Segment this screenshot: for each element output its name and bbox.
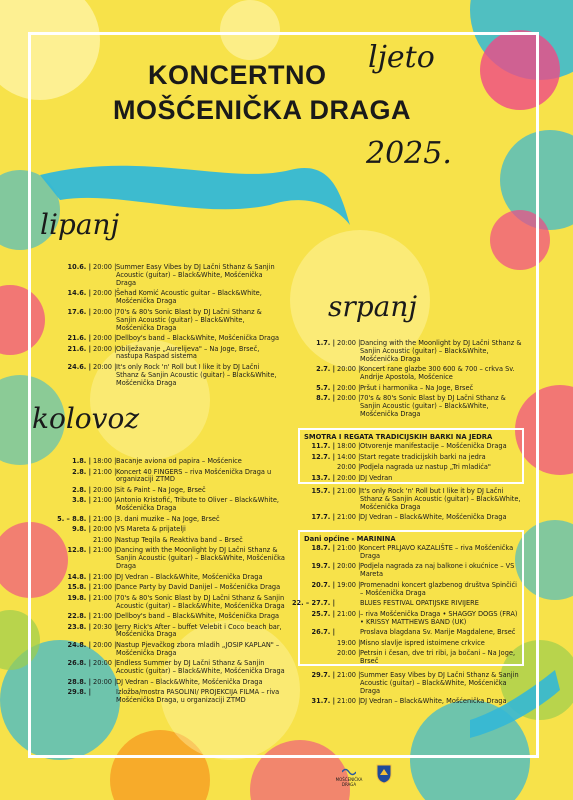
event-text: Promenadni koncert glazbenog društva Spinčići – Mošćenička Draga bbox=[360, 580, 518, 597]
event-date: 2.8. | bbox=[72, 485, 91, 494]
event-text: 70's & 80's Sonic Blast by DJ Lačni Sthanz & Sanjin Acoustic (guitar) – Black&White, Mošćenička Draga bbox=[116, 307, 262, 332]
event-time: 20:00 | bbox=[93, 334, 117, 343]
event-time: 21:00 | bbox=[337, 487, 361, 495]
event-time: 18:00 | bbox=[337, 442, 361, 450]
event-time: 21:00 | bbox=[337, 697, 361, 706]
event-row bbox=[286, 600, 518, 608]
event-date: 26.8. | bbox=[67, 659, 91, 668]
event-time: 19:00 | bbox=[337, 580, 361, 589]
event-time bbox=[93, 689, 116, 705]
event-date: 1.7. | bbox=[316, 339, 335, 347]
event-row bbox=[42, 335, 280, 343]
event-text: Summer Easy Vibes by DJ Lačni Sthanz & Sanjin Acoustic (guitar) – Black&White, Mošćenička Draga bbox=[116, 263, 275, 287]
event-text: Podjela nagrada za naj balkone i okućnice – VS Mareta bbox=[360, 562, 515, 579]
event-text: Šehad Komić Acoustic guitar – Black&White, Mošćenička Draga bbox=[116, 289, 262, 306]
event-time: 20:00 | bbox=[93, 525, 117, 534]
event-time: 20:00 | bbox=[93, 677, 117, 686]
event-date: 19.7. | bbox=[311, 562, 335, 571]
event-date: 22.8. | bbox=[67, 612, 91, 621]
title-line-1: KONCERTNO bbox=[148, 60, 327, 90]
event-date: 5.7. | bbox=[316, 383, 335, 392]
event-time: 20:00 | bbox=[337, 383, 361, 392]
event-text: Sit & Paint – Na Joge, Brseč bbox=[116, 485, 206, 494]
event-row bbox=[286, 443, 518, 451]
event-time: 20:00 | bbox=[93, 344, 117, 353]
event-date: 12.7. | bbox=[311, 452, 335, 461]
event-row bbox=[286, 340, 526, 364]
event-text: Dellboy's band – Black&White, Mošćenička Draga bbox=[116, 612, 280, 621]
event-time: 21:00 | bbox=[337, 609, 361, 618]
event-date: 29.8. | bbox=[67, 688, 91, 697]
event-date bbox=[286, 650, 337, 666]
event-date: 15.8. | bbox=[67, 583, 91, 592]
event-date: 31.7. | bbox=[311, 697, 335, 706]
event-text: Nastup Pjevačkog zbora mladih „JOSIP KAPLAN" – Mošćenička Draga bbox=[116, 640, 280, 657]
event-date: 14.6. | bbox=[67, 289, 91, 298]
event-time: 20:00 | bbox=[93, 307, 117, 316]
event-row bbox=[42, 264, 280, 288]
event-row bbox=[42, 642, 286, 658]
month-heading-lipanj: lipanj bbox=[40, 208, 120, 241]
event-date: 20.7. | bbox=[311, 580, 335, 589]
event-text: Summer Easy Vibes by DJ Lačni Sthanz & Sanjin Acoustic (guitar) – Black&White, Mošćenička Draga bbox=[360, 671, 519, 695]
title-script-ljeto: ljeto bbox=[368, 40, 435, 75]
event-row bbox=[286, 395, 526, 419]
srpanj-event-list-2 bbox=[286, 488, 526, 525]
dani-opcine-box bbox=[291, 530, 524, 666]
event-time bbox=[337, 600, 360, 608]
event-time: 20:00 | bbox=[337, 339, 361, 347]
event-date: 25.7. | bbox=[311, 609, 335, 618]
event-row bbox=[42, 364, 280, 388]
event-time: 20:00 | bbox=[337, 365, 361, 374]
event-time: 21:00 | bbox=[93, 612, 117, 621]
event-row bbox=[42, 679, 286, 687]
event-date: 9.8. | bbox=[72, 525, 91, 534]
event-row bbox=[286, 650, 518, 666]
event-date: 12.8. | bbox=[67, 546, 91, 555]
event-text: Start regate tradicijskih barki na jedra bbox=[360, 452, 486, 461]
event-row bbox=[286, 385, 526, 393]
event-time: 19:00 | bbox=[337, 638, 361, 647]
event-text: 70's & 80's Sonic Blast by DJ Lačni Sthanz & Sanjin Acoustic (guitar) – Black&White, Mošćenička Draga bbox=[360, 394, 506, 419]
event-time: 21:00 | bbox=[93, 467, 117, 476]
municipality-logo bbox=[334, 766, 364, 787]
event-text: BLUES FESTIVAL OPATIJSKE RIVIJERE bbox=[360, 599, 479, 608]
title-year: 2025. bbox=[366, 136, 452, 171]
event-row bbox=[42, 624, 286, 640]
title-line-2: MOŠĆENIČKA DRAGA bbox=[113, 95, 411, 125]
event-text: Petrsin i česan, dve tri ribi, ja bočani – Na Joge, Brseč bbox=[360, 649, 516, 666]
lipanj-event-list bbox=[42, 264, 280, 390]
event-date: 2.8. | bbox=[72, 467, 91, 476]
event-row bbox=[42, 469, 286, 485]
event-date: 11.7. | bbox=[311, 442, 335, 450]
event-time: 21:00 | bbox=[93, 546, 117, 555]
event-time: 20:00 | bbox=[93, 640, 117, 649]
event-time: 20:00 | bbox=[337, 463, 361, 471]
event-time: 21:00 | bbox=[93, 496, 117, 505]
event-date: 15.7. | bbox=[311, 487, 335, 495]
event-row bbox=[42, 613, 286, 621]
event-row bbox=[286, 488, 526, 512]
event-time: 20:00 | bbox=[337, 649, 361, 658]
event-date: 21.6. | bbox=[67, 334, 91, 343]
event-text: Bacanje aviona od papira – Mošćenice bbox=[116, 457, 242, 465]
wave-icon bbox=[342, 766, 356, 776]
event-text: Misno slavlje ispred istoimene crkvice bbox=[360, 638, 485, 647]
event-time: 20:00 | bbox=[93, 263, 117, 271]
event-time: 20:00 | bbox=[337, 562, 361, 571]
event-date: 1.8. | bbox=[72, 457, 91, 465]
event-date: 24.6. | bbox=[67, 362, 91, 371]
event-time: 20:00 | bbox=[337, 473, 361, 482]
event-row bbox=[286, 464, 518, 472]
event-text: DJ Vedran – Black&White, Mošćenička Draga bbox=[360, 513, 507, 522]
event-row bbox=[42, 516, 286, 524]
event-text: VS Mareta & prijatelji bbox=[116, 525, 186, 534]
event-time: 14:00 | bbox=[337, 452, 361, 461]
event-date: 29.7. | bbox=[311, 671, 335, 679]
smotra-box bbox=[298, 428, 524, 484]
coat-of-arms bbox=[376, 764, 392, 788]
event-row bbox=[286, 611, 518, 627]
event-row bbox=[286, 582, 518, 598]
event-text: Endless Summer by DJ Lačni Sthanz & Sanjin Acoustic (guitar) – Black&White, Mošćenička Draga bbox=[116, 659, 285, 676]
event-text: Dellboy's band – Black&White, Mošćenička Draga bbox=[116, 334, 280, 343]
event-time: 18:00 | bbox=[93, 457, 117, 465]
event-time: 21:00 | bbox=[337, 513, 361, 522]
logo-text: MOŠĆENIČKA DRAGA bbox=[335, 777, 363, 787]
event-text: Obilježavanje „Aurelijeva" – Na Joge, Brseč, nastupa Raspad sistema bbox=[116, 344, 260, 361]
event-text: DJ Vedran bbox=[360, 473, 393, 482]
event-text: 70's & 80's Sonic Blast by DJ Lačni Sthanz & Sanjin Acoustic (guitar) – Black&White, Mošćenička Draga bbox=[116, 593, 285, 610]
event-row bbox=[42, 574, 286, 582]
event-row bbox=[42, 346, 280, 362]
event-text: DJ Vedran – Black&White, Mošćenička Draga bbox=[360, 697, 507, 706]
event-date: 8.7. | bbox=[316, 394, 335, 403]
month-heading-kolovoz: kolovoz bbox=[32, 402, 140, 435]
event-time: 20:00 | bbox=[93, 485, 117, 494]
event-time: 21:00 | bbox=[93, 572, 117, 581]
event-text: 3. dani muzike – Na Joge, Brseč bbox=[116, 514, 220, 523]
event-text: Koncert 40 FINGERS – riva Mošćenička Draga u organizaciji ZTMD bbox=[116, 467, 272, 484]
event-text: It's only Rock 'n' Roll but I like it by DJ Lačni Sthanz & Sanjin Acoustic (guitar) – Black&White, Mošćenička Draga bbox=[360, 487, 521, 511]
event-date: 23.8. | bbox=[67, 622, 91, 631]
event-text: Otvorenje manifestacije – Mošćenička Draga bbox=[360, 442, 507, 450]
event-text: DJ Vedran – Black&White, Mošćenička Draga bbox=[116, 677, 263, 686]
event-row bbox=[286, 672, 526, 696]
event-date: 2.7. | bbox=[316, 365, 335, 374]
event-time bbox=[337, 629, 360, 637]
event-date bbox=[286, 464, 337, 472]
event-date: 3.8. | bbox=[72, 496, 91, 505]
event-row bbox=[286, 366, 526, 382]
event-row bbox=[42, 290, 280, 306]
event-date: 24.8. | bbox=[67, 640, 91, 649]
event-date: 17.7. | bbox=[311, 513, 335, 522]
event-date: 13.7. | bbox=[311, 473, 335, 482]
event-time: 21:00 | bbox=[337, 544, 361, 552]
event-row bbox=[42, 309, 280, 333]
event-date: 21.6. | bbox=[67, 344, 91, 353]
srpanj-event-list-3 bbox=[286, 672, 526, 709]
event-time: 21:00 | bbox=[93, 583, 117, 592]
event-time: 20:00 | bbox=[93, 362, 117, 371]
event-text: Dance Party by David Danijel – Mošćenička Draga bbox=[116, 583, 281, 592]
event-time: 20:00 | bbox=[93, 659, 117, 668]
event-row bbox=[42, 537, 286, 545]
event-row bbox=[286, 545, 518, 561]
event-row bbox=[42, 660, 286, 676]
event-row bbox=[286, 629, 518, 637]
event-row bbox=[42, 526, 286, 534]
event-date: 17.6. | bbox=[67, 307, 91, 316]
event-text: Jerry Rick's After – buffet Velebit i Coco beach bar, Mošćenička Draga bbox=[116, 622, 282, 639]
event-date: 10.6. | bbox=[67, 263, 91, 271]
event-row bbox=[42, 458, 286, 466]
event-text: Koncert PRLJAVO KAZALIŠTE – riva Mošćenička Draga bbox=[360, 544, 514, 560]
event-time: 20:00 | bbox=[93, 289, 117, 298]
event-text: Koncert rane glazbe 300 600 & 700 – crkva Sv. Andrije Apostola, Mošćenice bbox=[360, 365, 515, 382]
shield-icon bbox=[376, 764, 392, 784]
smotra-event-list bbox=[286, 443, 518, 482]
event-row bbox=[42, 584, 286, 592]
event-text: It's only Rock 'n' Roll but I like it by DJ Lačni Sthanz & Sanjin Acoustic (guitar) – Black&White, Mošćenička Draga bbox=[116, 362, 277, 387]
event-text: Podjela nagrada uz nastup „Tri mladića" bbox=[360, 463, 491, 471]
event-time: 20:00 | bbox=[337, 394, 361, 403]
event-text: Nastup Teqila & Reaktiva band – Brseč bbox=[116, 535, 243, 544]
event-text: Izložba/mostra PASOLINI/ PROJEKCIJA FILMA – riva Mošćenička Draga, u organizaciji ZTMD bbox=[116, 688, 280, 705]
event-row bbox=[286, 454, 518, 462]
event-row bbox=[286, 563, 518, 579]
event-row bbox=[42, 595, 286, 611]
event-time: 21:00 | bbox=[93, 514, 117, 523]
event-row bbox=[42, 547, 286, 571]
event-date: 14.8. | bbox=[67, 572, 91, 581]
event-row bbox=[286, 475, 518, 483]
event-date: 22. – 27.7. | bbox=[291, 599, 335, 608]
event-time: 21:00 | bbox=[337, 671, 361, 679]
event-date bbox=[286, 640, 337, 648]
event-date: 19.8. | bbox=[67, 593, 91, 602]
event-text: Antonio Kristofić, Tribute to Oliver – Black&White, Mošćenička Draga bbox=[116, 496, 280, 513]
event-date: 26.7. | bbox=[311, 628, 335, 637]
srpanj-event-list bbox=[286, 340, 526, 422]
dani-header: Dani općine - MARININA bbox=[304, 535, 396, 543]
event-row bbox=[286, 698, 526, 706]
event-row bbox=[42, 497, 286, 513]
event-row bbox=[42, 487, 286, 495]
event-date: 18.7. | bbox=[311, 544, 335, 552]
smotra-header: SMOTRA I REGATA TRADICIJSKIH BARKI NA JEDRA bbox=[304, 433, 493, 441]
event-time: 21:00 | bbox=[93, 593, 117, 602]
event-date: 5. – 8.8. | bbox=[57, 514, 91, 523]
event-row bbox=[42, 689, 286, 705]
event-text: Dancing with the Moonlight by DJ Lačni Sthanz & Sanjin Acoustic (guitar) – Black&White, Mošćenička Draga bbox=[116, 546, 285, 571]
kolovoz-event-list bbox=[42, 458, 286, 708]
event-row bbox=[286, 640, 518, 648]
event-date bbox=[42, 537, 93, 545]
event-time: 20:30 | bbox=[93, 622, 117, 631]
event-text: Dancing with the Moonlight by DJ Lačni Sthanz & Sanjin Acoustic (guitar) – Black&White, Mošćenička Draga bbox=[360, 339, 522, 363]
event-text: Proslava blagdana Sv. Marije Magdalene, Brseč bbox=[360, 628, 516, 637]
month-heading-srpanj: srpanj bbox=[328, 290, 418, 323]
event-time: 21:00 | bbox=[93, 535, 117, 544]
event-date: 28.8. | bbox=[67, 677, 91, 686]
event-text: Pršut i harmonika – Na Joge, Brseč bbox=[360, 383, 474, 392]
event-text: DJ Vedran – Black&White, Mošćenička Draga bbox=[116, 572, 263, 581]
dani-event-list bbox=[286, 545, 518, 666]
event-row bbox=[286, 514, 526, 522]
event-text: – riva Mošćenička Draga • SHAGGY DOGS (FRA) • KRISSY MATTHEWS BAND (UK) bbox=[360, 609, 518, 626]
